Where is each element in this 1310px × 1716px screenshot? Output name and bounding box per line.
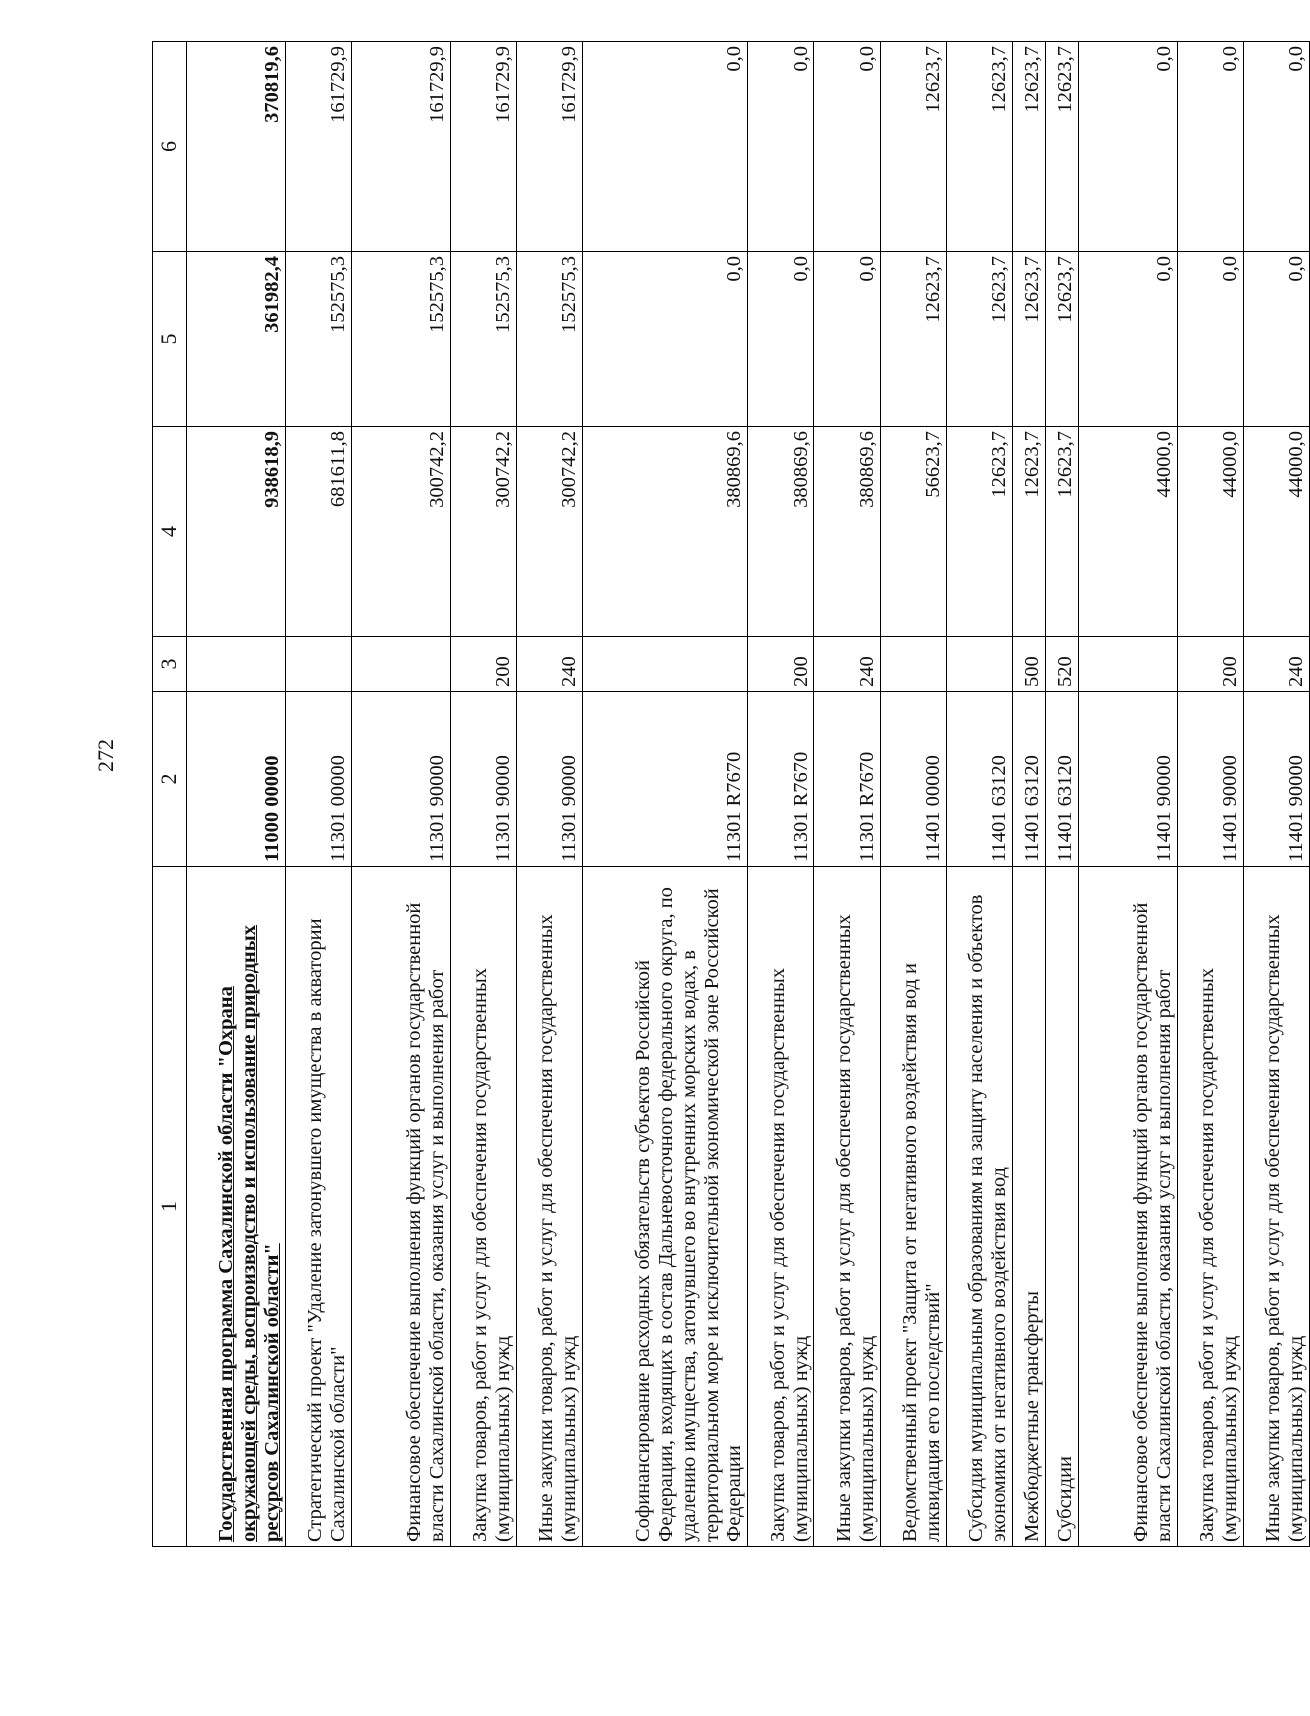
row-value-col4: 44000,0	[1078, 427, 1177, 637]
table-row	[1243, 42, 1309, 1547]
row-value-col5: 0,0	[1243, 252, 1309, 427]
row-value-col4: 12623,7	[1012, 427, 1045, 637]
row-value-col6: 0,0	[748, 42, 814, 252]
row-expense-type-code: 240	[517, 637, 583, 692]
page-number: 272	[93, 739, 118, 772]
row-value-col6: 12623,7	[1045, 42, 1078, 252]
row-value-col4: 938618,9	[187, 427, 286, 637]
table-body	[187, 42, 1310, 1547]
table-row	[517, 42, 583, 1547]
row-expense-type-code	[187, 637, 286, 692]
table-row	[451, 42, 517, 1547]
table-row	[1078, 42, 1177, 1547]
row-value-col4: 300742,2	[451, 427, 517, 637]
row-value-col5: 0,0	[748, 252, 814, 427]
row-name: Закупка товаров, работ и услуг для обеспечения государственных (муниципальных) нужд	[451, 867, 517, 1547]
row-value-col4: 380869,6	[748, 427, 814, 637]
row-value-col4: 300742,2	[517, 427, 583, 637]
row-expense-type-code: 500	[1012, 637, 1045, 692]
row-value-col5: 152575,3	[451, 252, 517, 427]
row-value-col5: 0,0	[814, 252, 880, 427]
row-target-article-code: 11401 63120	[1045, 692, 1078, 867]
row-target-article-code: 11301 90000	[352, 692, 451, 867]
row-name: Межбюджетные трансферты	[1012, 867, 1045, 1547]
row-target-article-code: 11301 R7670	[748, 692, 814, 867]
row-value-col4: 56623,7	[880, 427, 946, 637]
column-header-1: 1	[153, 867, 187, 1547]
row-value-col6: 0,0	[1243, 42, 1309, 252]
row-target-article-code: 11301 R7670	[583, 692, 748, 867]
row-name: Ведомственный проект "Защита от негативного воздействия вод и ликвидация его последствий"	[880, 867, 946, 1547]
row-value-col6: 0,0	[814, 42, 880, 252]
row-value-col5: 0,0	[1078, 252, 1177, 427]
row-target-article-code: 11301 R7670	[814, 692, 880, 867]
row-name: Софинансирование расходных обязательств субъектов Российской Федерации, входящих в состав Дальневосточного федерального округа, по удалению имущества, затонувшего во внутренних морских водах, в территориальном море и исключительной экономической зоне Российской Федерации	[583, 867, 748, 1547]
column-header-4: 4	[153, 427, 187, 637]
row-expense-type-code	[946, 637, 1012, 692]
row-value-col6: 0,0	[1078, 42, 1177, 252]
row-name: Стратегический проект "Удаление затонувшего имущества в акватории Сахалинской области"	[286, 867, 352, 1547]
row-name: Финансовое обеспечение выполнения функций органов государственной власти Сахалинской области, оказания услуг и выполнения работ	[1078, 867, 1177, 1547]
row-value-col4: 12623,7	[1045, 427, 1078, 637]
row-target-article-code: 11401 00000	[880, 692, 946, 867]
row-target-article-code: 11401 90000	[1078, 692, 1177, 867]
table-row	[748, 42, 814, 1547]
column-header-5: 5	[153, 252, 187, 427]
row-expense-type-code: 240	[1243, 637, 1309, 692]
row-value-col4: 681611,8	[286, 427, 352, 637]
row-name: Иные закупки товаров, работ и услуг для обеспечения государственных (муниципальных) нужд	[517, 867, 583, 1547]
row-value-col6: 161729,9	[286, 42, 352, 252]
row-value-col4: 12623,7	[946, 427, 1012, 637]
row-value-col6: 161729,9	[451, 42, 517, 252]
row-target-article-code: 11000 00000	[187, 692, 286, 867]
row-expense-type-code	[583, 637, 748, 692]
table-row	[286, 42, 352, 1547]
row-name: Государственная программа Сахалинской области "Охрана окружающей среды, воспроизводство и использование природных ресурсов Сахалинской области"	[187, 867, 286, 1547]
column-header-2: 2	[153, 692, 187, 867]
table-header-row	[153, 42, 187, 1547]
row-value-col4: 380869,6	[814, 427, 880, 637]
row-target-article-code: 11301 90000	[517, 692, 583, 867]
row-expense-type-code	[352, 637, 451, 692]
row-value-col4: 300742,2	[352, 427, 451, 637]
row-expense-type-code: 200	[1177, 637, 1243, 692]
column-header-3: 3	[153, 637, 187, 692]
row-value-col4: 44000,0	[1177, 427, 1243, 637]
row-target-article-code: 11301 90000	[451, 692, 517, 867]
table-row	[352, 42, 451, 1547]
row-value-col4: 380869,6	[583, 427, 748, 637]
row-target-article-code: 11401 90000	[1177, 692, 1243, 867]
row-value-col5: 361982,4	[187, 252, 286, 427]
row-value-col6: 370819,6	[187, 42, 286, 252]
row-value-col5: 152575,3	[286, 252, 352, 427]
row-value-col6: 12623,7	[946, 42, 1012, 252]
row-value-col5: 0,0	[583, 252, 748, 427]
row-value-col5: 12623,7	[1045, 252, 1078, 427]
row-expense-type-code	[286, 637, 352, 692]
row-value-col5: 152575,3	[517, 252, 583, 427]
column-header-6: 6	[153, 42, 187, 252]
table-row	[946, 42, 1012, 1547]
table-row	[1012, 42, 1045, 1547]
table-row	[814, 42, 880, 1547]
row-expense-type-code	[1078, 637, 1177, 692]
row-target-article-code: 11401 63120	[1012, 692, 1045, 867]
row-value-col4: 44000,0	[1243, 427, 1309, 637]
row-value-col6: 161729,9	[517, 42, 583, 252]
row-expense-type-code: 200	[451, 637, 517, 692]
row-name: Субсидии	[1045, 867, 1078, 1547]
row-expense-type-code: 520	[1045, 637, 1078, 692]
row-value-col6: 12623,7	[1012, 42, 1045, 252]
row-value-col6: 0,0	[583, 42, 748, 252]
row-value-col6: 161729,9	[352, 42, 451, 252]
row-value-col5: 12623,7	[1012, 252, 1045, 427]
row-expense-type-code: 240	[814, 637, 880, 692]
budget-table	[152, 41, 1310, 1547]
row-expense-type-code: 200	[748, 637, 814, 692]
row-name: Закупка товаров, работ и услуг для обеспечения государственных (муниципальных) нужд	[1177, 867, 1243, 1547]
row-name: Субсидия муниципальным образованиям на защиту населения и объектов экономики от негативного воздействия вод	[946, 867, 1012, 1547]
row-name: Иные закупки товаров, работ и услуг для обеспечения государственных (муниципальных) нужд	[814, 867, 880, 1547]
row-value-col6: 12623,7	[880, 42, 946, 252]
row-value-col5: 12623,7	[946, 252, 1012, 427]
row-name: Закупка товаров, работ и услуг для обеспечения государственных (муниципальных) нужд	[748, 867, 814, 1547]
row-target-article-code: 11301 00000	[286, 692, 352, 867]
table-row	[187, 42, 286, 1547]
row-name: Финансовое обеспечение выполнения функций органов государственной власти Сахалинской области, оказания услуг и выполнения работ	[352, 867, 451, 1547]
row-name: Иные закупки товаров, работ и услуг для обеспечения государственных (муниципальных) нужд	[1243, 867, 1309, 1547]
table-row	[1177, 42, 1243, 1547]
row-expense-type-code	[880, 637, 946, 692]
table-row	[880, 42, 946, 1547]
row-value-col5: 12623,7	[880, 252, 946, 427]
table-row	[583, 42, 748, 1547]
row-target-article-code: 11401 63120	[946, 692, 1012, 867]
row-value-col6: 0,0	[1177, 42, 1243, 252]
row-value-col5: 152575,3	[352, 252, 451, 427]
row-value-col5: 0,0	[1177, 252, 1243, 427]
table-row	[1045, 42, 1078, 1547]
budget-table-container	[152, 42, 1310, 1547]
row-target-article-code: 11401 90000	[1243, 692, 1309, 867]
